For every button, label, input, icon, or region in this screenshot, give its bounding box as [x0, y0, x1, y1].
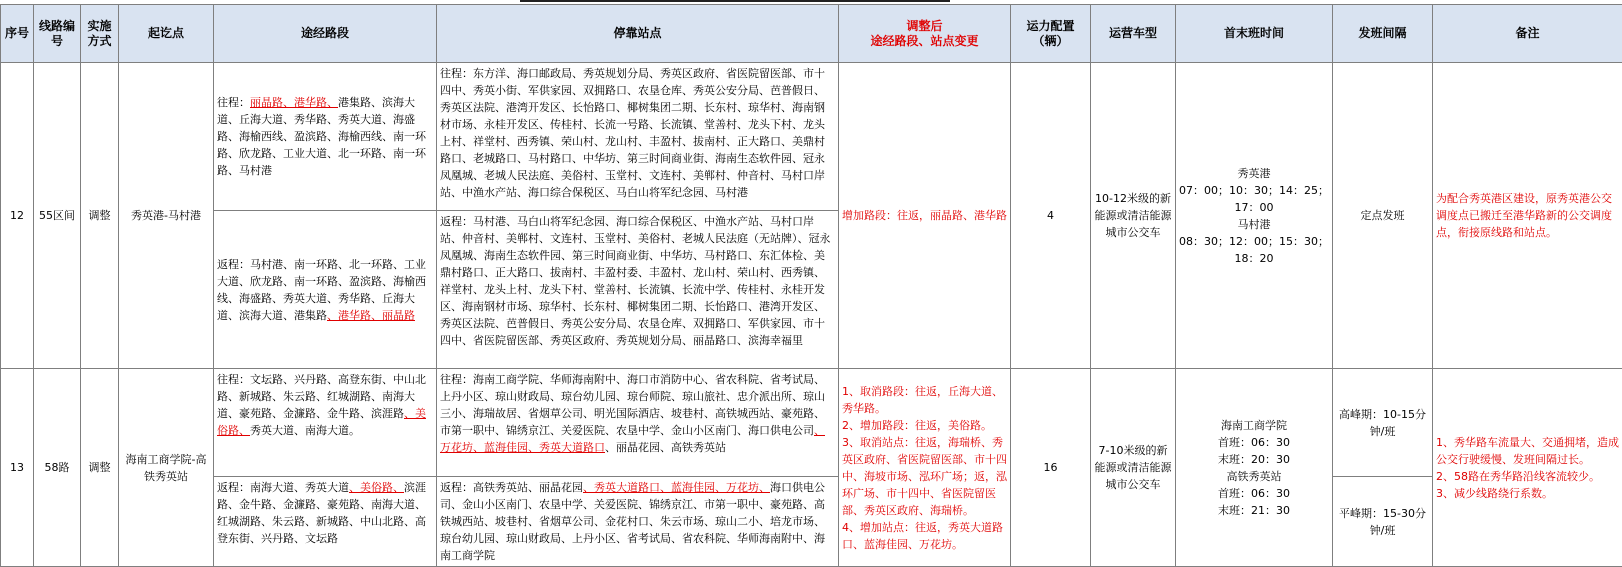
- cell-vehicle: 10-12米级的新能源或清洁能源城市公交车: [1091, 63, 1176, 369]
- header-time: 首末班时间: [1176, 5, 1333, 63]
- cell-line-no: 58路: [34, 369, 81, 567]
- cell-interval: 定点发班: [1333, 63, 1433, 369]
- route-new-segment: 、美俗路、: [217, 407, 426, 437]
- cell-method: 调整: [81, 369, 119, 567]
- header-seq: 序号: [1, 5, 34, 63]
- cell-route-return: [214, 211, 437, 369]
- header-endpoints: 起讫点: [119, 5, 214, 63]
- header-line-no: 线路编号: [34, 5, 81, 63]
- header-capacity: 运力配置（辆）: [1011, 5, 1091, 63]
- table-row: [1, 63, 1622, 211]
- cell-capacity: 16: [1011, 369, 1091, 567]
- cell-endpoints: 海南工商学院-高铁秀英站: [119, 369, 214, 567]
- cell-change: 增加路段：往返，丽晶路、港华路: [839, 63, 1011, 369]
- route-main: 返程：马村港、南一环路、北一环路、工业大道、欣龙路、南一环路、盈滨路、海榆西线、海盛路、秀英大道、秀华路、丘海大道、滨海大道、港集路: [217, 258, 426, 322]
- cell-route-outbound: [214, 369, 437, 477]
- header-stops: 停靠站点: [437, 5, 839, 63]
- cell-stops-outbound: 往程：东方洋、海口邮政局、秀英规划分局、秀英区政府、省医院留医部、市十四中、秀英小街、军供家园、双拥路口、农垦仓库、秀英公安分局、芭普假日、秀英区法院、港湾开发区、长怡路口、椰树集团二期、长东村、琼华村、海南钢材市场、永桂开发区、传桂村、长流一号路、长流镇、堂善村、龙头下村、龙头上村、祥堂村、西秀镇、荣山村、龙山村、丰盈村、拔南村、正大路口、美鼎村路口、老城路口、马村路口、中华坊、第三时间商业街、海南生态软件园、冠永凤凰城、老城人民法庭、美俗村、玉堂村、文连村、美郸村、仲音村、马村口岸站、中渔水产站、海口综合保税区、马白山将军纪念园、马村港: [437, 63, 839, 211]
- bus-route-table: [0, 4, 1622, 567]
- cell-route-outbound: [214, 63, 437, 211]
- table-row: [1, 477, 1622, 567]
- cell-interval-offpeak: 平峰期：15-30分钟/班: [1333, 477, 1433, 567]
- header-interval: 发班间隔: [1333, 5, 1433, 63]
- cell-vehicle: 7-10米级的新能源或清洁能源城市公交车: [1091, 369, 1176, 567]
- route-prefix: 往程：: [217, 96, 250, 109]
- cell-interval-peak: 高峰期：10-15分钟/班: [1333, 369, 1433, 477]
- cell-capacity: 4: [1011, 63, 1091, 369]
- cell-method: 调整: [81, 63, 119, 369]
- cut-title-bar: [520, 0, 950, 2]
- route-new-segment: 、港华路、丽晶路: [327, 309, 415, 322]
- cell-time: 秀英港 07：00；10：30；14：25；17：00 马村港 08：30；12：00；15：30；18：20: [1176, 63, 1333, 369]
- table-row: [1, 369, 1622, 477]
- stops-rest: 海口供电公司、金山小区南门、农垦中学、关爱医院、锦绣京江、市第一职中、豪苑路、高铁城西站、坡巷村、省烟草公司、金花村口、朱云市场、琼山二小、培龙市场、琼台幼儿园、琼山财政局、上丹小区、省考试局、省农科院、华师海南附中、海南工商学院: [440, 481, 825, 562]
- cell-remark: 为配合秀英港区建设，原秀英港公交调度点已搬迁至港华路新的公交调度点，衔接原线路和站点。: [1433, 63, 1622, 369]
- route-new-segment: 丽晶路、港华路、: [250, 96, 338, 109]
- route-rest: 滨涯路、金牛路、金濂路、豪苑路、南海大道、红城湖路、朱云路、新城路、中山北路、高登东街、兴丹路、文坛路: [217, 481, 426, 545]
- cell-remark: 1、秀华路车流量大、交通拥堵，造成公交行驶缓慢、发班间隔过长。 2、58路在秀华路沿线客流较少。 3、减少线路绕行系数。: [1433, 369, 1622, 567]
- header-route: 途经路段: [214, 5, 437, 63]
- cell-stops-return: 返程：马村港、马白山将军纪念园、海口综合保税区、中渔水产站、马村口岸站、仲音村、美郸村、文连村、玉堂村、美俗村、老城人民法庭（无站牌）、冠永凤凰城、海南生态软件园、第三时间商业街、中华坊、马村路口、东汇体检、美鼎村路口、正大路口、拔南村、丰盈村委、丰盈村、龙山村、荣山村、西秀镇、祥堂村、龙头上村、龙头下村、堂善村、长流镇、长流中学、传桂村、永桂开发区、海南钢材市场、琼华村、长东村、椰树集团二期、长怡路口、港湾开发区、秀英区法院、芭普假日、秀英公安分局、农垦仓库、双拥路口、军供家园、市十四中、省医院留医部、秀英区政府、秀英规划分局、丽晶路口、滨海幸福里: [437, 211, 839, 369]
- header-remark: 备注: [1433, 5, 1622, 63]
- cell-line-no: 55区间: [34, 63, 81, 369]
- cell-seq: 12: [1, 63, 34, 369]
- cell-seq: 13: [1, 369, 34, 567]
- header-row: [1, 5, 1622, 63]
- header-vehicle: 运营车型: [1091, 5, 1176, 63]
- cell-stops-return: [437, 477, 839, 567]
- cell-route-return: [214, 477, 437, 567]
- stops-new: 、秀英大道路口、蓝海佳园、万花坊、: [583, 481, 770, 494]
- stops-pre: 返程：高铁秀英站、丽晶花园: [440, 481, 583, 494]
- route-main: 往程：文坛路、兴丹路、高登东街、中山北路、新城路、朱云路、红城湖路、南海大道、豪苑路、金濂路、金牛路、滨涯路: [217, 373, 426, 420]
- route-pre: 返程：南海大道、秀英大道: [217, 481, 349, 494]
- cell-endpoints: 秀英港-马村港: [119, 63, 214, 369]
- stops-rest: 、丽晶花园、高铁秀英站: [605, 441, 726, 454]
- route-rest: 港集路、滨海大道、丘海大道、秀华路、秀英大道、海盛路、海榆西线、盈滨路、海榆西线、南一环路、欣龙路、工业大道、北一环路、南一环路、马村港: [217, 96, 426, 177]
- cell-stops-outbound: [437, 369, 839, 477]
- stops-main: 往程：海南工商学院、华师海南附中、海口市消防中心、省农科院、省考试局、上丹小区、琼山财政局、琼台幼儿园、琼台师院、琼山旅社、忠介派出所、琼山三小、海瑞故居、省烟草公司、明光国际酒店、坡巷村、高铁城西站、豪苑路、市第一职中、锦绣京江、关爱医院、农垦中学、金山小区南门、海口供电公司: [440, 373, 825, 437]
- route-new-segment: 、美俗路、: [349, 481, 404, 494]
- route-rest: 秀英大道、南海大道。: [250, 424, 360, 437]
- cell-change: 1、取消路段：往返，丘海大道、秀华路。 2、增加路段：往返，美俗路。 3、取消站点：往返，海瑞桥、秀英区政府、省医院留医部、市十四中、海坡市场、泓环广场；返，泓环广场、市十四中、省医院留医部、秀英区政府、海瑞桥。 4、增加站点：往返，秀英大道路口、蓝海佳园、万花坊。: [839, 369, 1011, 567]
- stops-new: 、万花坊、蓝海佳园、秀英大道路口: [440, 424, 825, 454]
- header-change: 调整后 途经路段、站点变更: [839, 5, 1011, 63]
- header-method: 实施方式: [81, 5, 119, 63]
- cell-time: 海南工商学院 首班：06：30 末班：20：30 高铁秀英站 首班：06：30 末班：21：30: [1176, 369, 1333, 567]
